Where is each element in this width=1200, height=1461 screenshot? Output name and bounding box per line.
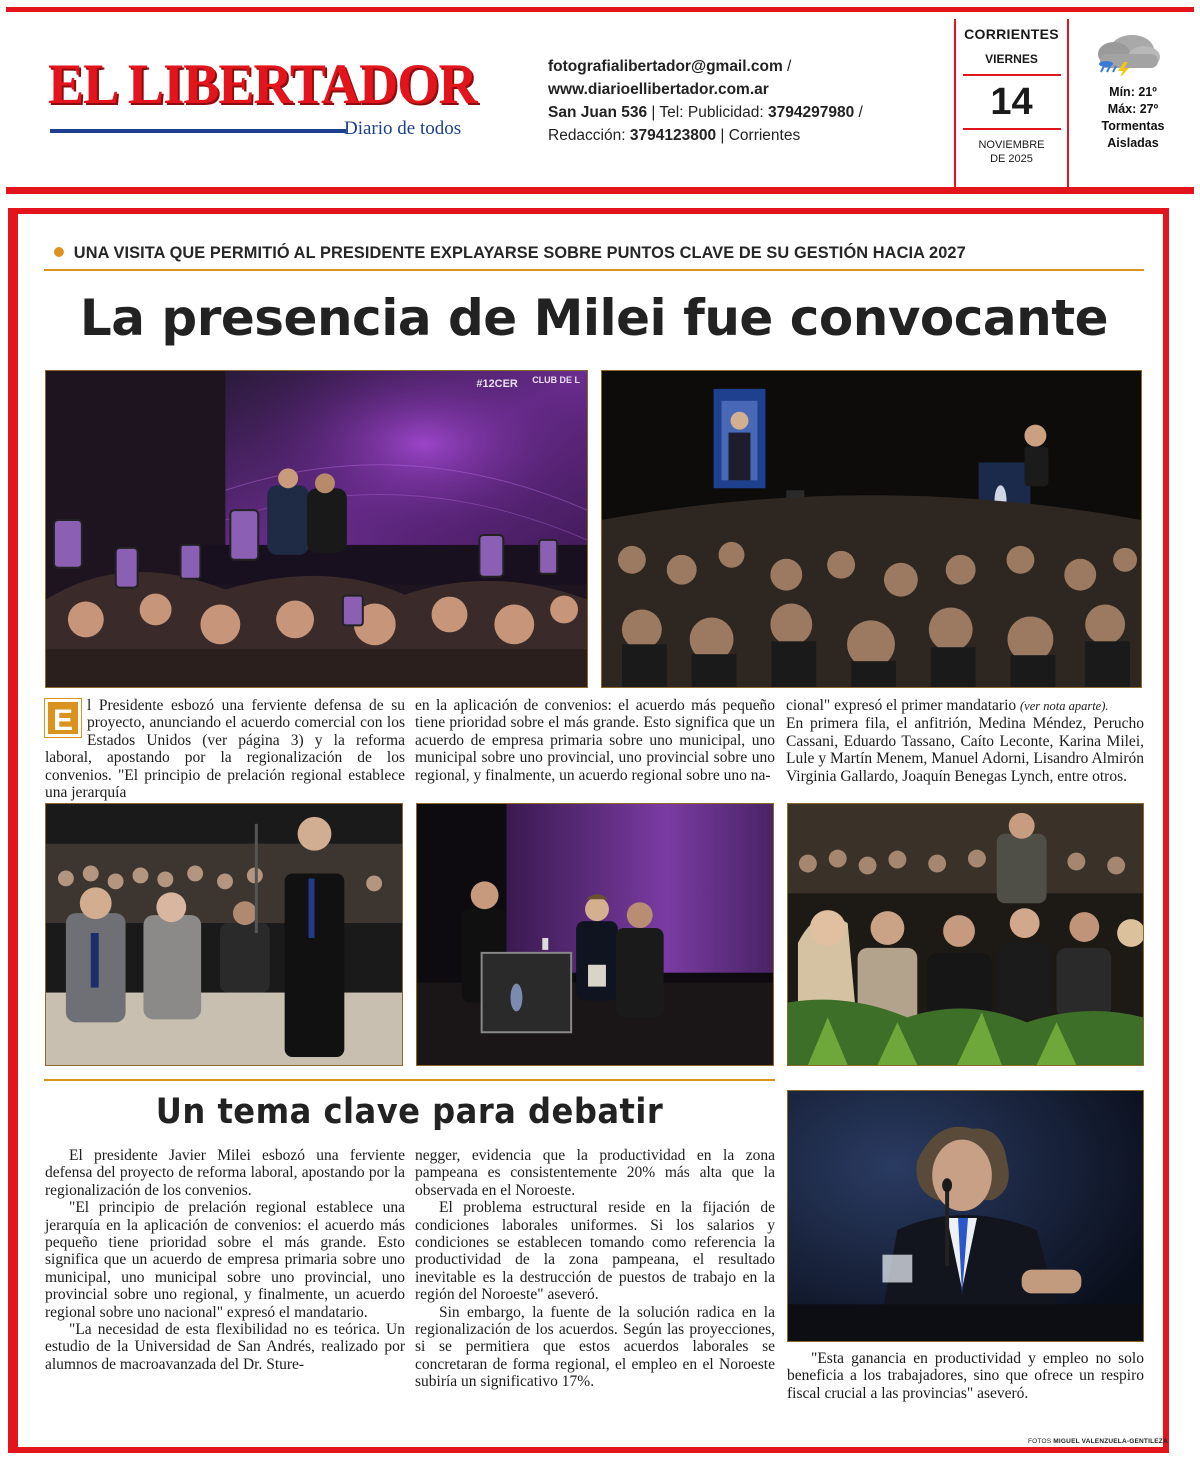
photo-auditorium-podium[interactable] (601, 370, 1142, 688)
kicker-text: UNA VISITA QUE PERMITIÓ AL PRESIDENTE EXPLAYARSE SOBRE PUNTOS CLAVE DE SU GESTIÓN HACIA 2027 (73, 244, 966, 262)
kicker-bullet-icon (54, 247, 64, 257)
contact-address: San Juan 536 (548, 104, 648, 121)
stage-screen-tag: #12CER (476, 377, 518, 390)
contact-separator: / (854, 104, 863, 121)
newspaper-logo[interactable] (48, 53, 477, 145)
body-paragraph: El presidente Javier Milei esbozó una ferviente defensa del proyecto de reforma laboral, apostando por la regionalización de los convenios. (45, 1147, 405, 1199)
storm-cloud-icon (1086, 30, 1166, 76)
contact-block (548, 55, 878, 147)
contact-website[interactable]: www.diarioellibertador.com.ar (548, 81, 769, 98)
contact-pub-phone: 3794297980 (768, 104, 855, 121)
contact-email[interactable]: fotografialibertador@gmail.com (548, 58, 783, 75)
photo-credit-name: MIGUEL VALENZUELA-GENTILEZA (1053, 1438, 1168, 1445)
weather-desc-1: Tormentas (1101, 119, 1165, 133)
body-paragraph: Sin embargo, la fuente de la solución radica en la regionalización de los acuerdos. Según las proyecciones, si se permitiera que estos acuerdos laborales se concretaran de forma regional, el empleo en el Noroeste subiría un significativo 17%. (415, 1303, 775, 1391)
photo-credit-label: FOTOS (1028, 1438, 1052, 1445)
lead-column-1 (45, 697, 405, 801)
logo-underline (50, 129, 346, 133)
headline: La presencia de Milei fue convocante (79, 289, 1109, 347)
body-paragraph: El problema estructural reside en la fijación de condiciones laborales uniformes. Si los salarios y condiciones se establecen tomando como referencia la productividad de la zona pampeana, el resultado inevitable es la destrucción de puestos de trabajo en la región del Noroeste" aseveró. (415, 1199, 775, 1304)
weather-box (1078, 30, 1188, 152)
contact-city: | Corrientes (716, 127, 801, 144)
contact-separator: / (782, 58, 792, 75)
lead-text-3b: En primera fila, el anfitrión, Medina Méndez, Perucho Cassani, Eduardo Tassano, Caíto Leconte, Karina Milei, Lule y Martín Menem, Manuel Adorni, Lisandro Almirón Virginia Gallardo, Joaquín Benegas Lynch, entre otros. (786, 715, 1144, 785)
photo-credit (1028, 1438, 1168, 1445)
lead-text-3a: cional" expresó el primer mandatario (786, 697, 1020, 714)
contact-red-phone: 3794123800 (629, 127, 717, 144)
kicker (54, 244, 966, 263)
dropcap: E (45, 699, 81, 737)
weather-desc-2: Aisladas (1107, 136, 1159, 150)
photo-milei-speaking[interactable] (787, 1090, 1144, 1342)
weather-min: Mín: 21º (1109, 85, 1157, 99)
subhead: Un tema clave para debatir (155, 1092, 664, 1132)
photo-front-row-guests[interactable] (45, 803, 403, 1066)
body-paragraph: negger, evidencia que la productividad en la zona pampeana es consistentemente 20% más alta que la observada en el Noroeste. (415, 1147, 775, 1199)
date-year: DE 2025 (990, 153, 1033, 165)
photo-caption: "Esta ganancia en productividad y empleo no solo beneficia a los trabajadores, sino que ofrece un respiro fiscal crucial a las provincias" aseveró. (787, 1350, 1144, 1402)
logo-tagline: Diario de todos (344, 118, 462, 139)
subhead-rule (44, 1079, 775, 1081)
kicker-rule (44, 269, 1144, 271)
top-red-rule (6, 7, 1194, 12)
body-paragraph: "El principio de prelación regional establece una jerarquía en la aplicación de convenios: el acuerdo más pequeño tiene prioridad sobre el más grande. Esto significa que un acuerdo de empresa primaria sobre uno municipal, uno municipal sobre uno provincial, uno provincial sobre uno regional, y finalmente, un acuerdo regional sobre uno nacional" expresó el mandatario. (45, 1199, 405, 1321)
stage-screen-brand: CLUB DE L (532, 374, 580, 385)
lead-text-1: l Presidente esbozó una ferviente defensa de su proyecto, anunciando el acuerdo comercial con los Estados Unidos (ver página 3) y la reforma laboral, apostando por la regionalización de los convenios. "El principio de prelación regional establece una jerarquía (45, 697, 405, 802)
date-month-name: NOVIEMBRE (978, 139, 1045, 151)
contact-red-label: Redacción: (548, 127, 630, 144)
lead-column-3 (786, 697, 1144, 785)
photo-stage-greeting[interactable] (45, 370, 588, 688)
body-column-2 (415, 1147, 775, 1391)
logo-name: EL LIBERTADOR (48, 53, 477, 116)
date-weekday: VIERNES (985, 52, 1038, 66)
date-box (954, 19, 1069, 187)
date-city: CORRIENTES (964, 26, 1059, 42)
date-day: 14 (963, 74, 1061, 130)
masthead-bottom-rule (6, 187, 1194, 194)
photo-stage-award[interactable] (416, 803, 774, 1066)
photo-audience-applause[interactable] (787, 803, 1144, 1066)
body-column-1 (45, 1147, 405, 1373)
body-paragraph: "La necesidad de esta flexibilidad no es teórica. Un estudio de la Universidad de San Andrés, realizado por alumnos de macroavanzada del Dr. Sture- (45, 1321, 405, 1373)
contact-pub-label: | Tel: Publicidad: (647, 104, 768, 121)
lead-column-2 (415, 697, 775, 784)
lead-text-2: en la aplicación de convenios: el acuerdo más pequeño tiene prioridad sobre el más grande. Esto significa que un acuerdo de empresa primaria sobre uno municipal, uno municipal sobre uno provincial, uno provincial sobre uno regional, y finalmente, un acuerdo regional sobre uno na- (415, 697, 775, 784)
date-month (956, 138, 1067, 166)
weather-max: Máx: 27º (1107, 102, 1159, 116)
lead-note-link[interactable]: (ver nota aparte). (1020, 699, 1109, 713)
